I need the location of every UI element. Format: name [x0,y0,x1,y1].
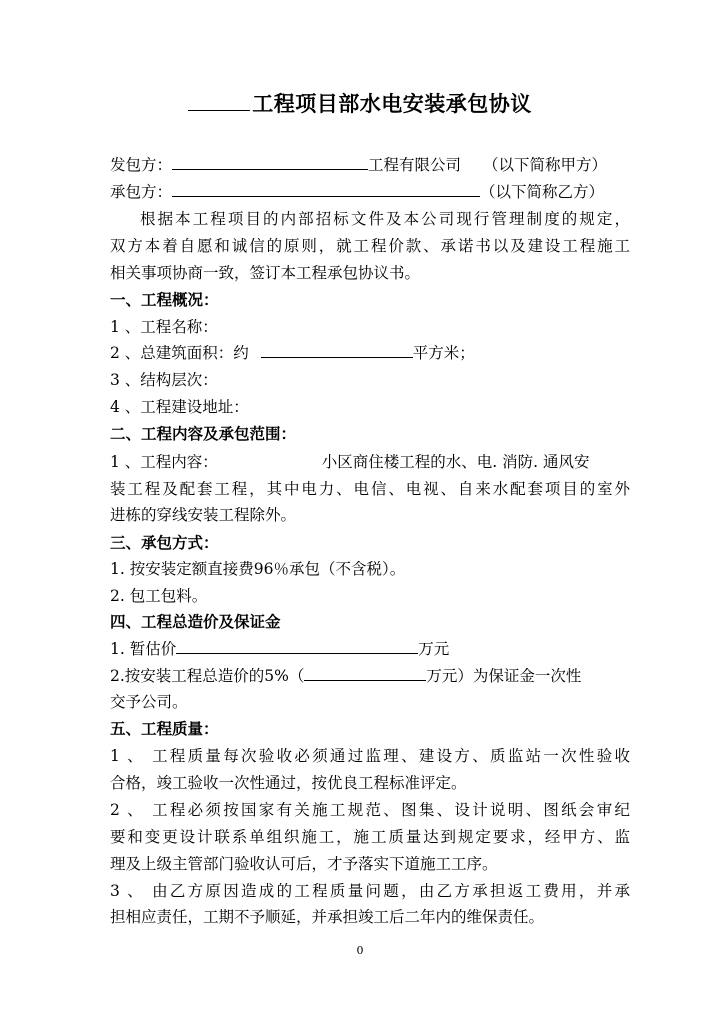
s5-p3-line-2: 担相应责任，工期不予顺延，并承担竣工后二年内的维保责任。 [110,908,545,926]
s4-item-2: 2.按安装工程总造价的5%（ 万元）为保证金一次性 [110,663,630,690]
s2-line-2: 装工程及配套工程，其中电力、电信、电视、自来水配套项目的室外 [110,480,630,498]
party-a-line: 发包方： 工程有限公司 （以下简称甲方） [110,152,630,179]
s2-line-1: 1 、工程内容： 小区商住楼工程的水、电. 消防. 通风安 [110,453,590,471]
title-text: 工程项目部水电安装承包协议 [252,92,532,116]
intro-line-2: 双方本着自愿和诚信的原则，就工程价款、承诺书以及建设工程施工 [110,237,630,255]
s1-item-4: 4 、工程建设地址： [110,398,249,416]
s5-p2-line-2: 要和变更设计联系单组织施工，施工质量达到规定要求，经甲方、监 [110,828,630,846]
s5-p1-line-2: 合格，竣工验收一次性通过，按优良工程标准评定。 [110,774,467,792]
s4-item-1: 1. 暂估价 万元 [110,636,630,663]
section-5-heading: 五、工程质量： [110,720,219,738]
s2-line-3: 进栋的穿线安装工程除外。 [110,506,297,524]
s4-item-2-cont: 交予公司。 [110,693,188,711]
s3-item-2: 2. 包工包料。 [110,587,208,605]
intro-line-1: 根据本工程项目的内部招标文件及本公司现行管理制度的规定， [140,210,630,228]
s3-item-1: 1. 按安装定额直接费96％承包（不含税）。 [110,560,406,578]
section-3-heading: 三、承包方式： [110,534,219,552]
s1-item-1: 1 、工程名称： [110,318,218,336]
section-2-heading: 二、工程内容及承包范围： [110,425,297,443]
estimate-blank [176,637,418,654]
party-a-blank [172,153,368,170]
section-1-heading: 一、工程概况： [110,291,219,309]
title-blank [188,92,250,111]
intro-line-3: 相关事项协商一致，签订本工程承包协议书。 [110,264,421,282]
s5-p1-line-1: 1 、 工程质量每次验收必须通过监理、建设方、质监站一次性验收 [110,747,630,765]
s1-item-2: 2 、总建筑面积：约 平方米； [110,340,630,367]
area-blank [261,341,413,358]
page-number: 0 [356,944,364,957]
s5-p2-line-1: 2 、 工程必须按国家有关施工规范、图集、设计说明、图纸会审纪 [110,801,630,819]
party-b-line: 承包方： （以下简称乙方） [110,179,630,206]
section-4-heading: 四、工程总造价及保证金 [110,613,281,631]
s1-item-3: 3 、结构层次： [110,371,218,389]
s5-p2-line-3: 理及上级主管部门验收认可后，才予落实下道施工工序。 [110,855,498,873]
document-title [0,88,720,118]
s5-p3-line-1: 3 、 由乙方原因造成的工程质量问题，由乙方承担返工费用，并承 [110,882,630,900]
party-b-blank [172,180,480,197]
deposit-blank [304,664,426,681]
